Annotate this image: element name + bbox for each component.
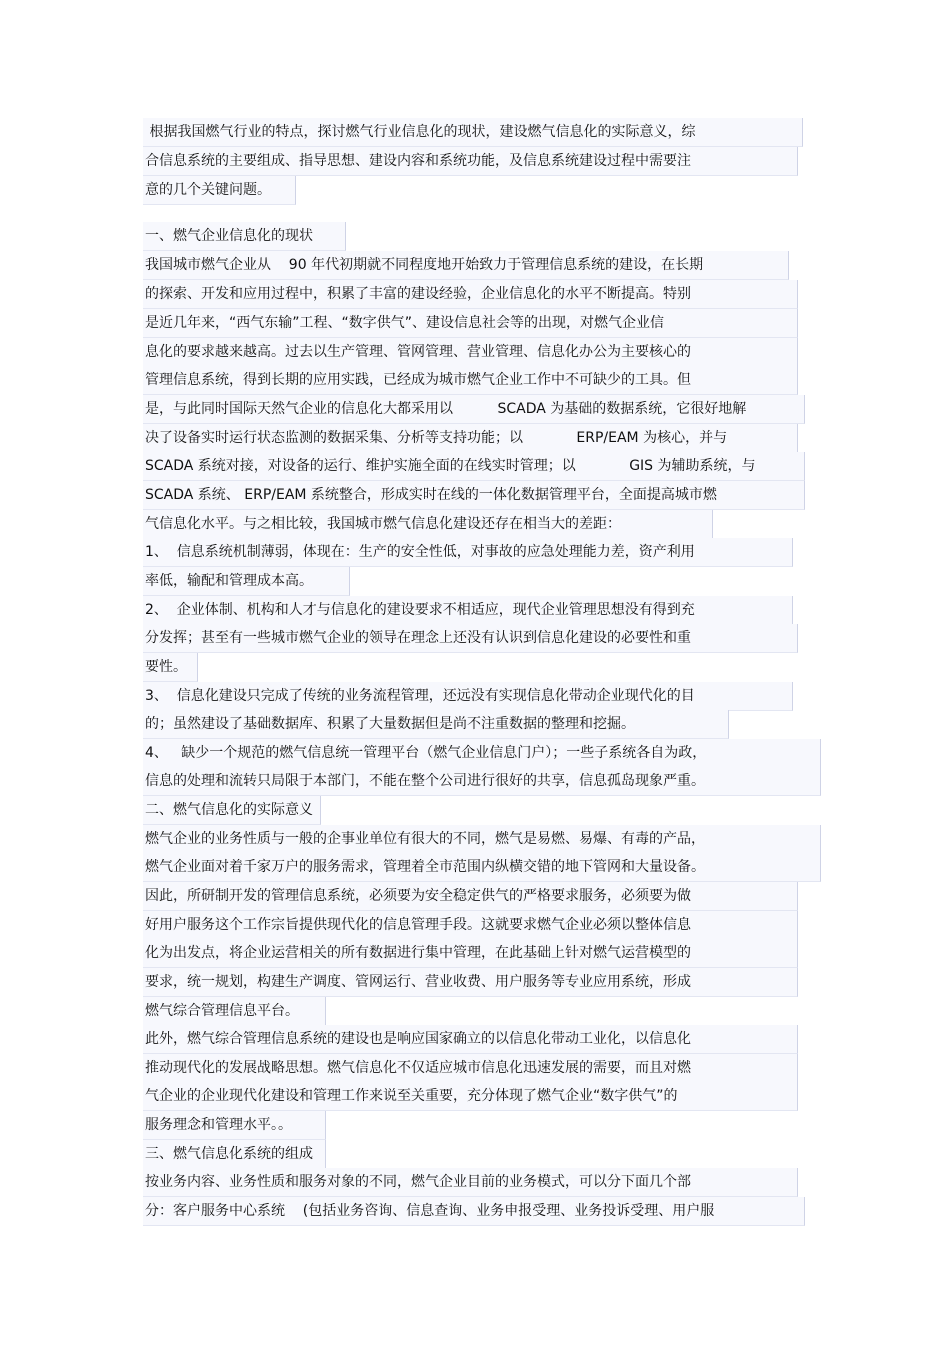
body-line: 是，与此同时国际天然气企业的信息化大都采用以 SCADA 为基础的数据系统，它很好地解 — [143, 395, 805, 424]
body-line: 分：客户服务中心系统 (包括业务咨询、信息查询、业务申报受理、业务投诉受理、用户服 — [143, 1197, 805, 1226]
body-line: 按业务内容、业务性质和服务对象的不同，燃气企业目前的业务模式，可以分下面几个部 — [143, 1168, 798, 1197]
body-line: 气企业的企业现代化建设和管理工作来说至关重要，充分体现了燃气企业“数字供气”的 — [143, 1082, 798, 1111]
intro-line-3: 意的几个关键问题。 — [143, 176, 296, 205]
list-item-3-line-2: 的；虽然建设了基础数据库、积累了大量数据但是尚不注重数据的整理和挖掘。 — [143, 710, 729, 739]
list-item-2-line-1: 2、 企业体制、机构和人才与信息化的建设要求不相适应，现代企业管理思想没有得到充 — [143, 596, 793, 625]
body-line: 要求，统一规划，构建生产调度、管网运行、营业收费、用户服务等专业应用系统，形成 — [143, 968, 798, 997]
body-line: SCADA 系统对接，对设备的运行、维护实施全面的在线实时管理；以 GIS 为辅助系统，与 — [143, 452, 805, 481]
body-line: 气信息化水平。与之相比较，我国城市燃气信息化建设还存在相当大的差距： — [143, 510, 713, 539]
body-line: 好用户服务这个工作宗旨提供现代化的信息管理手段。这就要求燃气企业必须以整体信息 — [143, 911, 798, 940]
body-line: 我国城市燃气企业从 90 年代初期就不同程度地开始致力于管理信息系统的建设，在长期 — [143, 251, 789, 280]
list-item-1-line-1: 1、 信息系统机制薄弱，体现在：生产的安全性低，对事故的应急处理能力差，资产利用 — [143, 538, 793, 567]
body-line: 推动现代化的发展战略思想。燃气信息化不仅适应城市信息化迅速发展的需要，而且对燃 — [143, 1054, 798, 1083]
intro-line-1: 根据我国燃气行业的特点，探讨燃气行业信息化的现状，建设燃气信息化的实际意义，综 — [143, 118, 803, 147]
body-line: 此外，燃气综合管理信息系统的建设也是响应国家确立的以信息化带动工业化，以信息化 — [143, 1025, 798, 1054]
section-heading-2: 二、燃气信息化的实际意义 — [143, 796, 321, 825]
section-heading-1: 一、燃气企业信息化的现状 — [143, 222, 346, 251]
body-line: 燃气综合管理信息平台。 — [143, 997, 326, 1026]
body-line: 燃气企业的业务性质与一般的企事业单位有很大的不同，燃气是易燃、易爆、有毒的产品， — [143, 825, 821, 854]
list-item-1-line-2: 率低，输配和管理成本高。 — [143, 567, 350, 596]
body-line: 因此，所研制开发的管理信息系统，必须要为安全稳定供气的严格要求服务，必须要为做 — [143, 882, 798, 911]
body-line: 是近几年来，“西气东输”工程、“数字供气”、建设信息社会等的出现，对燃气企业信 — [143, 309, 798, 338]
body-line: 的探索、开发和应用过程中，积累了丰富的建设经验，企业信息化的水平不断提高。特别 — [143, 280, 798, 309]
list-item-2-line-3: 要性。 — [143, 653, 198, 682]
body-line: 化为出发点，将企业运营相关的所有数据进行集中管理，在此基础上针对燃气运营模型的 — [143, 939, 798, 968]
body-line: 决了设备实时运行状态监测的数据采集、分析等支持功能；以 ERP/EAM 为核心，并与 — [143, 424, 798, 453]
body-line: 息化的要求越来越高。过去以生产管理、管网管理、营业管理、信息化办公为主要核心的 — [143, 338, 798, 367]
section-heading-3: 三、燃气信息化系统的组成 — [143, 1140, 326, 1169]
body-line: 管理信息系统，得到长期的应用实践，已经成为城市燃气企业工作中不可缺少的工具。但 — [143, 366, 798, 395]
list-item-4-line-1: 4、 缺少一个规范的燃气信息统一管理平台（燃气企业信息门户）；一些子系统各自为政， — [143, 739, 821, 768]
list-item-3-line-1: 3、 信息化建设只完成了传统的业务流程管理，还远没有实现信息化带动企业现代化的目 — [143, 682, 793, 711]
list-item-2-line-2: 分发挥；甚至有一些城市燃气企业的领导在理念上还没有认识到信息化建设的必要性和重 — [143, 624, 798, 653]
list-item-4-line-2: 信息的处理和流转只局限于本部门，不能在整个公司进行很好的共享，信息孤岛现象严重。 — [143, 767, 821, 796]
body-line: 燃气企业面对着千家万户的服务需求，管理着全市范围内纵横交错的地下管网和大量设备。 — [143, 853, 821, 882]
body-line: SCADA 系统、 ERP/EAM 系统整合，形成实时在线的一体化数据管理平台，全面提高城市燃 — [143, 481, 805, 510]
body-line: 服务理念和管理水平。。 — [143, 1111, 326, 1140]
intro-line-2: 合信息系统的主要组成、指导思想、建设内容和系统功能，及信息系统建设过程中需要注 — [143, 147, 798, 176]
